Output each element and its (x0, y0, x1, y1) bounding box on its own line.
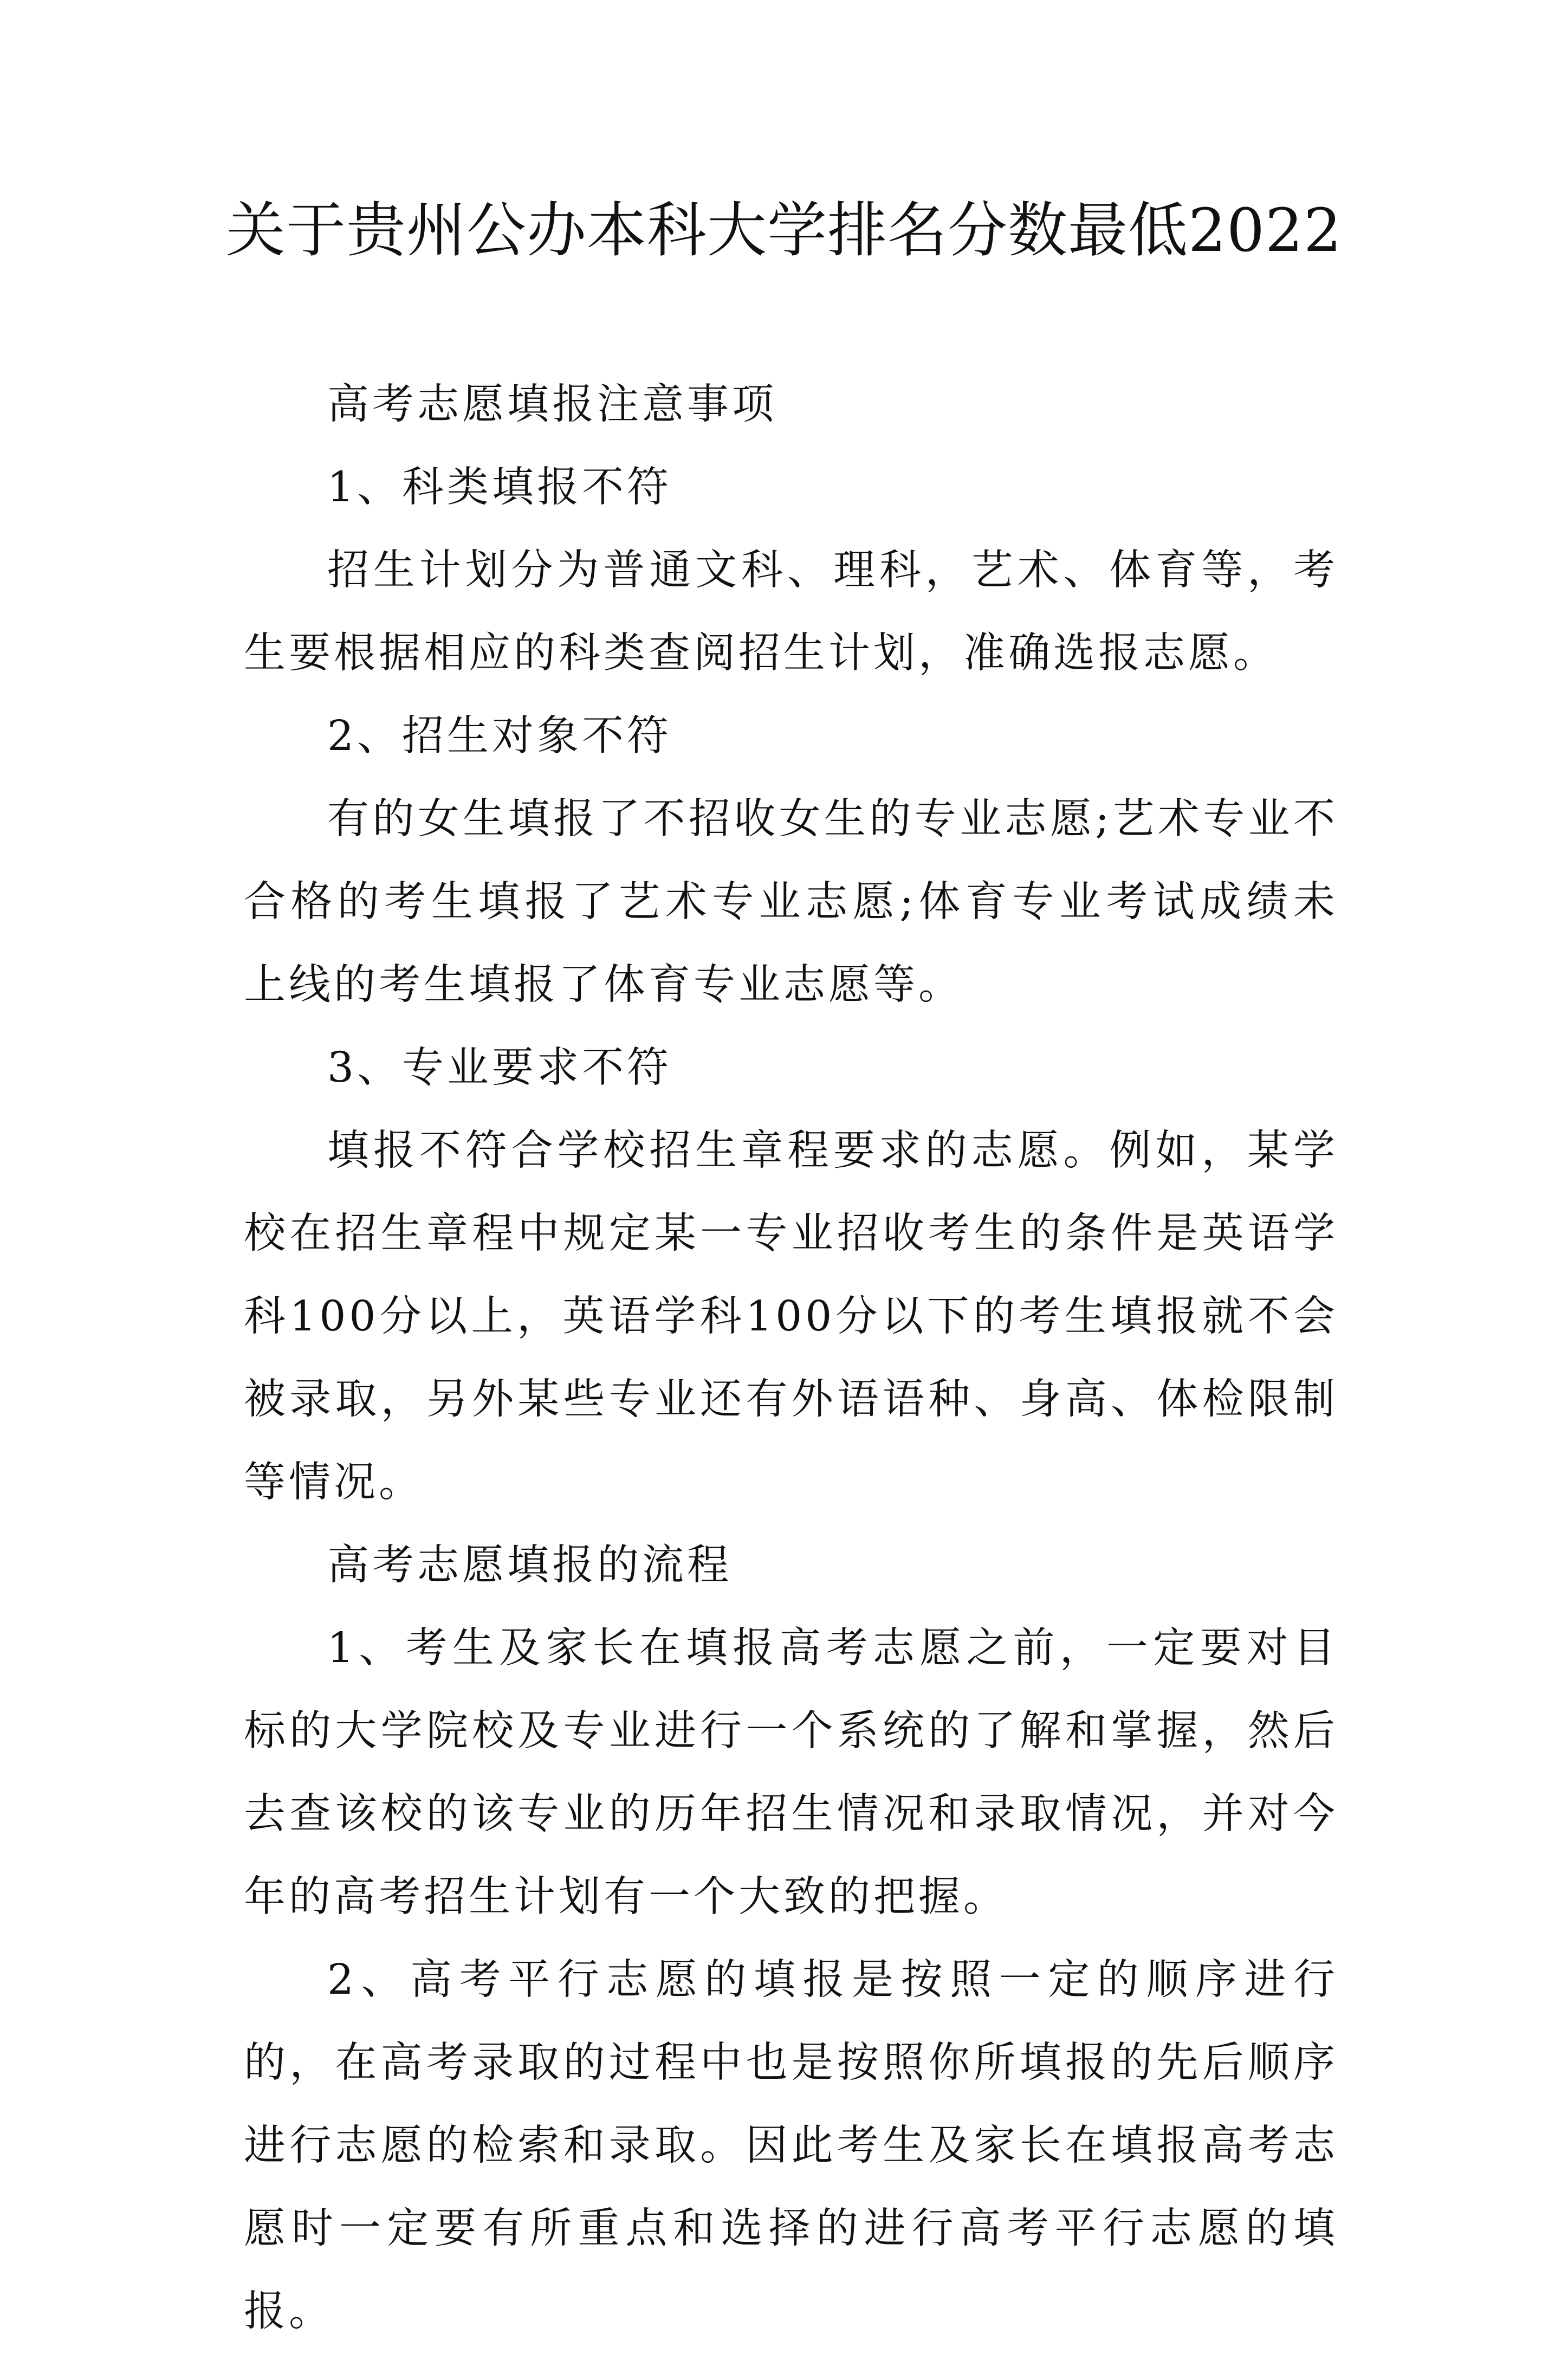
document-title: 关于贵州公办本科大学排名分数最低2022 (226, 196, 1342, 265)
paragraph: 招生计划分为普通文科、理科，艺术、体育等，考生要根据相应的科类查阅招生计划，准确选报志愿。 (244, 546, 1338, 677)
paragraph: 2、高考平行志愿的填报是按照一定的顺序进行的，在高考录取的过程中也是按照你所填报的先后顺序进行志愿的检索和录取。因此考生及家长在填报高考志愿时一定要有所重点和选择的进行高考平行志愿的填报。 (244, 1956, 1338, 2336)
paragraph: 有的女生填报了不招收女生的专业志愿;艺术专业不合格的考生填报了艺术专业志愿;体育专业考试成绩未上线的考生填报了体育专业志愿等。 (244, 795, 1338, 1009)
section-heading-process: 高考志愿填报的流程 (327, 1541, 732, 1589)
paragraph: 填报不符合学校招生章程要求的志愿。例如，某学校在招生章程中规定某一专业招收考生的条件是英语学科100分以上，英语学科100分以下的考生填报就不会被录取，另外某些专业还有外语语种、身高、体检限制等情况。 (244, 1127, 1338, 1507)
item-heading-3: 3、专业要求不符 (327, 1044, 672, 1092)
paragraph: 1、考生及家长在填报高考志愿之前，一定要对目标的大学院校及专业进行一个系统的了解和掌握，然后去查该校的该专业的历年招生情况和录取情况，并对今年的高考招生计划有一个大致的把握。 (244, 1624, 1338, 1921)
document-body (244, 363, 1338, 2353)
item-heading-2: 2、招生对象不符 (327, 712, 672, 760)
section-heading-notes: 高考志愿填报注意事项 (327, 380, 777, 429)
item-heading-1: 1、科类填报不符 (327, 463, 672, 512)
